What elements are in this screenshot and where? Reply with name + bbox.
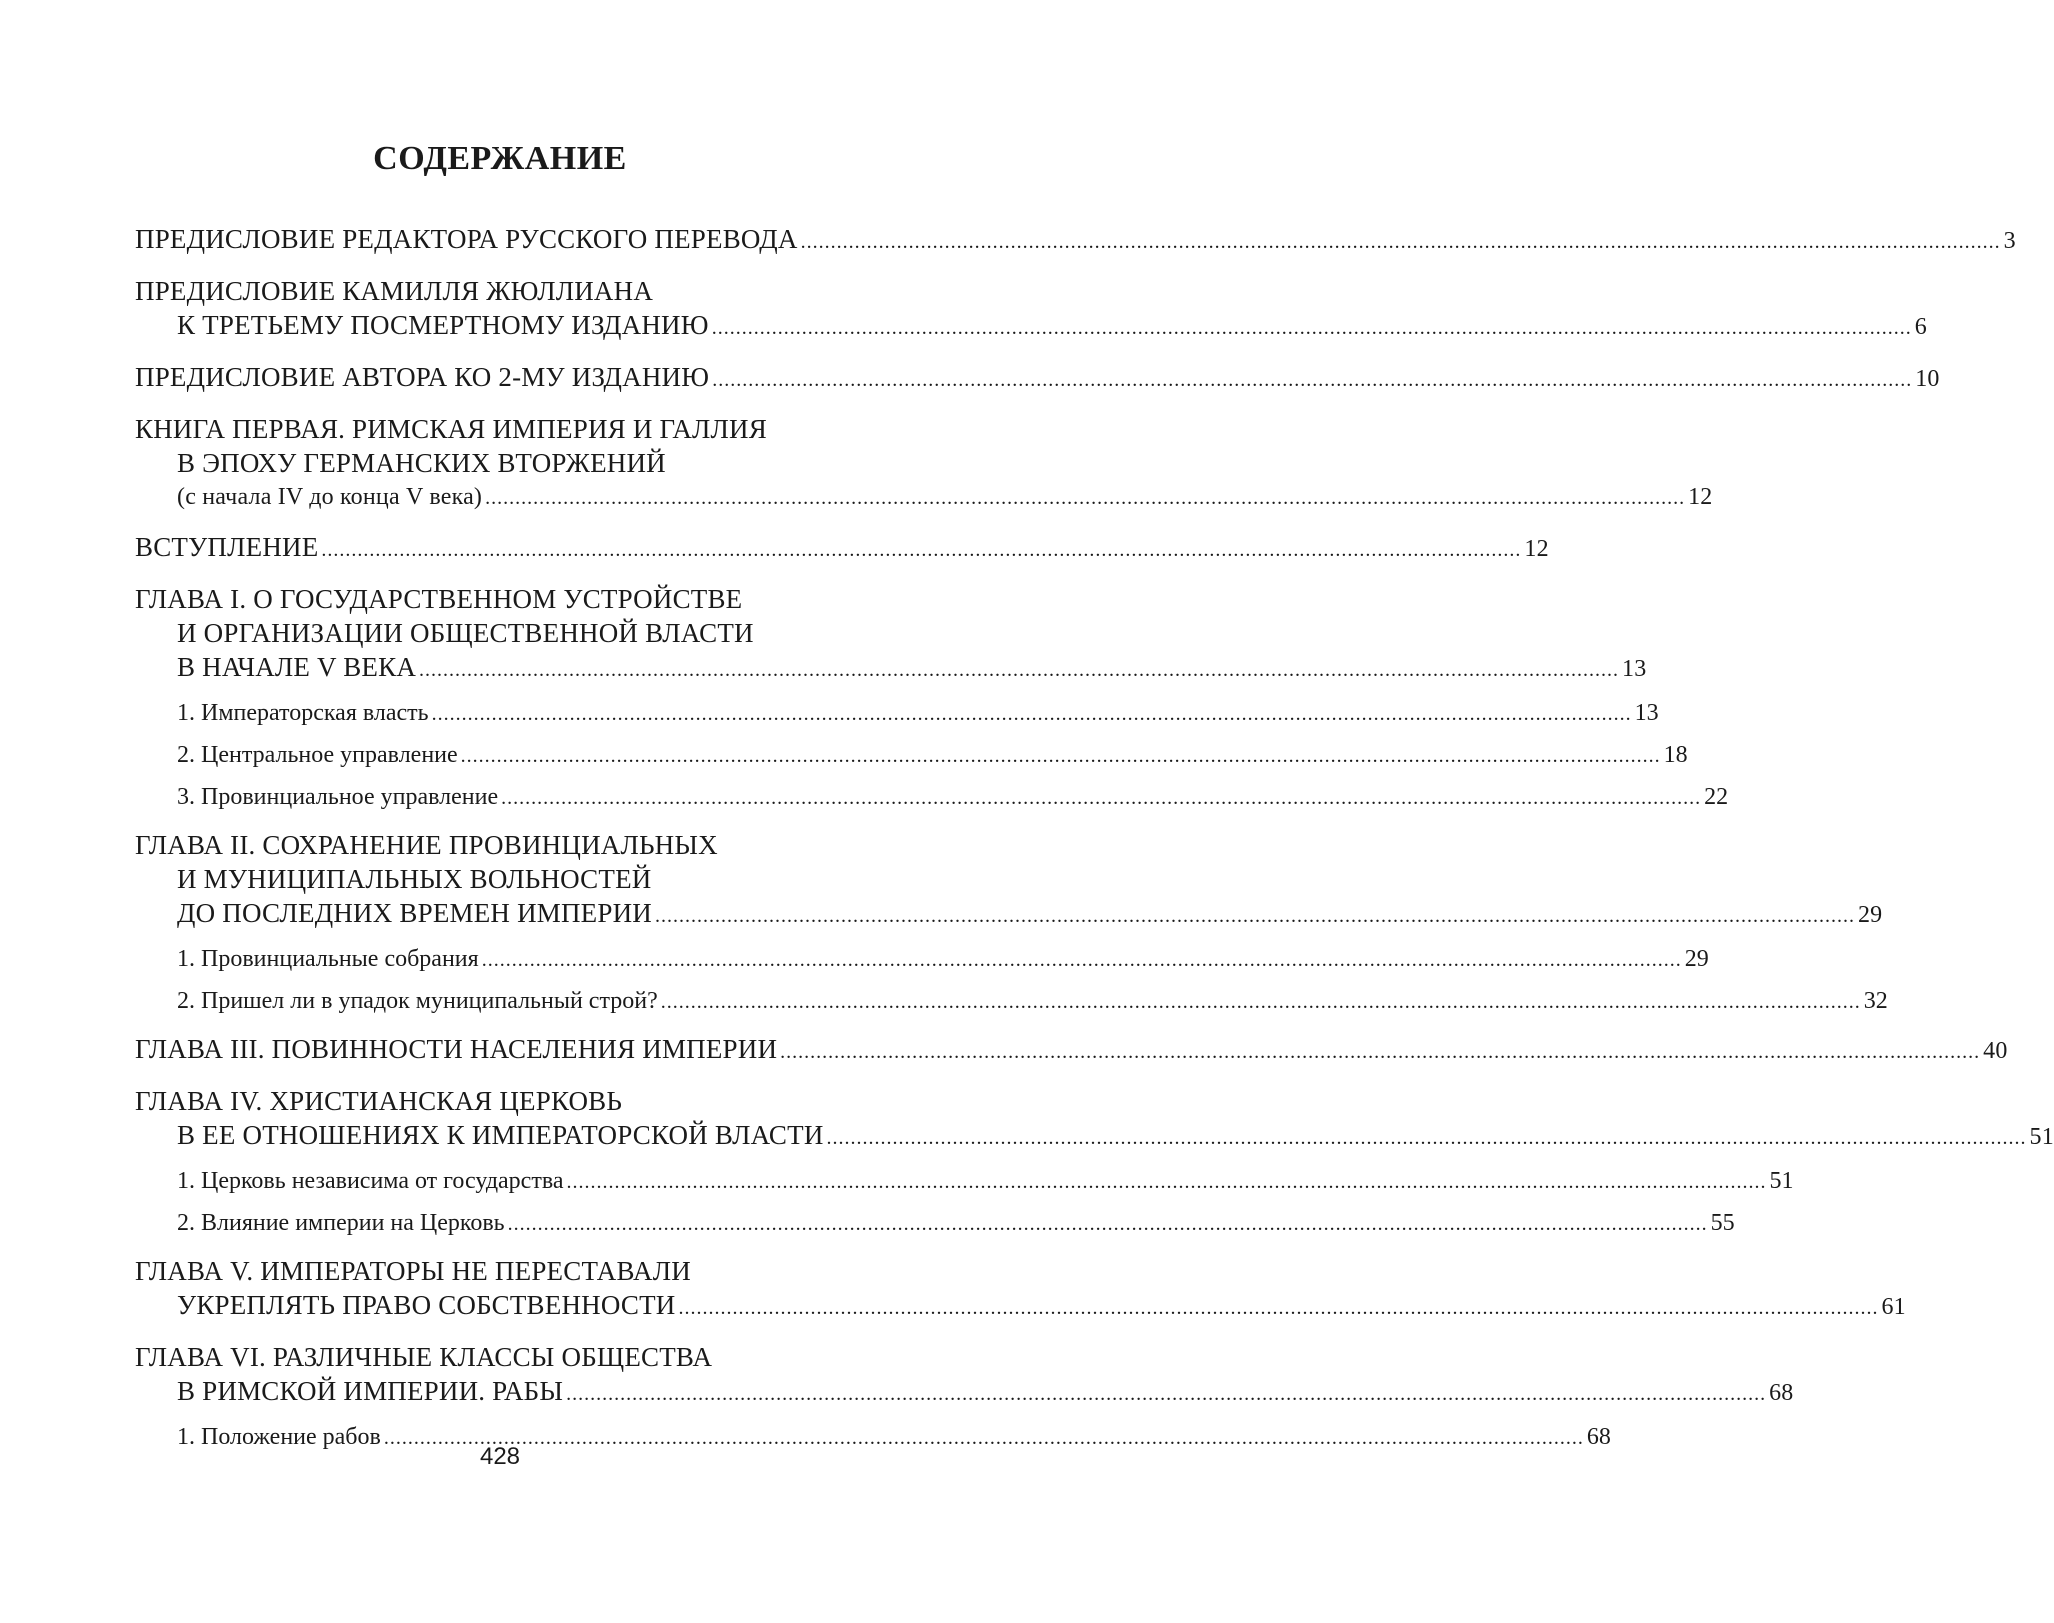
toc-section-title: 2. Пришел ли в упадок муниципальный строй? [177, 988, 658, 1014]
dot-leader [678, 1297, 1878, 1319]
toc-chapter-entry [135, 360, 1940, 397]
toc-chapter-title-line: ДО ПОСЛЕДНИХ ВРЕМЕН ИМПЕРИИ [177, 898, 652, 928]
toc-chapter-title-line: ГЛАВА II. СОХРАНЕНИЕ ПРОВИНЦИАЛЬНЫХ [135, 830, 718, 860]
dot-leader [566, 1167, 1766, 1197]
toc-chapter-entry [135, 582, 1647, 687]
toc-page-ref: 10 [1915, 366, 1940, 392]
dot-leader [482, 945, 1682, 975]
toc-leader-row [135, 222, 2016, 259]
toc-spacer [135, 771, 955, 782]
toc-spacer [135, 1197, 955, 1208]
toc-page-ref: 68 [1586, 1424, 1611, 1450]
toc-page-ref: 12 [1524, 536, 1549, 562]
toc-page-ref: 40 [1983, 1038, 2008, 1064]
toc-leader-row [177, 1208, 1735, 1239]
toc-chapter-title-line: И МУНИЦИПАЛЬНЫХ ВОЛЬНОСТЕЙ [177, 864, 652, 894]
toc-section-title: 1. Императорская власть [177, 700, 429, 726]
toc-leader-row [135, 896, 1883, 933]
toc-section-title: 2. Влияние империи на Церковь [177, 1210, 505, 1236]
toc-chapter-title-line: В РИМСКОЙ ИМПЕРИИ. РАБЫ [177, 1376, 564, 1406]
toc-chapter-entry [135, 1032, 2008, 1069]
toc-chapter-entry [135, 828, 1883, 933]
toc-spacer [135, 729, 955, 740]
toc-chapter-entry [135, 1084, 2054, 1155]
toc-page-ref: 18 [1663, 742, 1688, 768]
toc-page-ref: 51 [1769, 1168, 1794, 1194]
dot-leader [432, 699, 1632, 729]
toc-section-entry [135, 1208, 1735, 1239]
toc-leader-row [135, 530, 1549, 567]
toc-spacer [135, 345, 955, 360]
toc-leader-row [177, 944, 1709, 975]
toc-page-ref: 6 [1914, 314, 1927, 340]
toc-page-ref: 68 [1769, 1380, 1794, 1406]
toc-chapter-entry [135, 530, 1549, 567]
toc-page-ref: 12 [1688, 484, 1713, 510]
toc-chapter-title-line: ГЛАВА VI. РАЗЛИЧНЫЕ КЛАССЫ ОБЩЕСТВА [135, 1342, 713, 1372]
toc-leader-row [135, 1118, 2054, 1155]
toc-page-ref: 29 [1684, 946, 1709, 972]
toc-section-entry [135, 782, 1729, 813]
toc-chapter-title-line: ГЛАВА V. ИМПЕРАТОРЫ НЕ ПЕРЕСТАВАЛИ [135, 1256, 691, 1286]
toc-leader-row [135, 650, 1647, 687]
dot-leader [827, 1127, 2027, 1149]
toc-leader-row [177, 782, 1729, 813]
dot-leader [508, 1209, 1708, 1239]
toc-leader-row [177, 740, 1688, 771]
toc-section-title: 2. Центральное управление [177, 742, 458, 768]
toc-spacer [135, 1411, 955, 1422]
toc-chapter-entry [135, 412, 1713, 515]
toc-section-entry [135, 986, 1888, 1017]
toc-spacer [135, 687, 955, 698]
toc-spacer [135, 1069, 955, 1084]
toc-leader-row [177, 986, 1888, 1017]
toc-page-ref: 51 [2029, 1124, 2054, 1150]
toc-leader-row [135, 360, 1940, 397]
toc-page-ref: 55 [1710, 1210, 1735, 1236]
toc-leader-row [135, 1288, 1906, 1325]
toc-chapter-title-line: УКРЕПЛЯТЬ ПРАВО СОБСТВЕННОСТИ [177, 1290, 676, 1320]
dot-leader [501, 783, 1701, 813]
dot-leader [661, 987, 1861, 1017]
toc-leader-row [177, 1166, 1794, 1197]
toc-section-entry [135, 698, 1659, 729]
toc-page-ref: 13 [1634, 700, 1659, 726]
page-number: 428 [479, 1443, 521, 1470]
toc-page-ref: 22 [1704, 784, 1729, 810]
toc-chapter-entry [135, 1340, 1794, 1411]
toc-spacer [135, 515, 955, 530]
toc-chapter-title-line: К ТРЕТЬЕМУ ПОСМЕРТНОМУ ИЗДАНИЮ [177, 310, 709, 340]
toc-section-entry [135, 1166, 1794, 1197]
toc-spacer [135, 397, 955, 412]
dot-leader [321, 539, 1521, 561]
toc-spacer [135, 1155, 955, 1166]
toc-section-entry [135, 740, 1688, 771]
toc-chapter-title-line: КНИГА ПЕРВАЯ. РИМСКАЯ ИМПЕРИЯ И ГАЛЛИЯ [135, 414, 767, 444]
toc-chapter-title-line: В ЭПОХУ ГЕРМАНСКИХ ВТОРЖЕНИЙ [177, 448, 666, 478]
toc-page-ref: 29 [1857, 902, 1883, 928]
toc-section-entry [135, 944, 1709, 975]
toc-spacer [135, 1239, 955, 1254]
dot-leader [485, 487, 1685, 509]
dot-leader [801, 231, 2001, 253]
toc-chapter-title-line: ПРЕДИСЛОВИЕ АВТОРА КО 2-МУ ИЗДАНИЮ [135, 362, 710, 392]
toc-spacer [135, 567, 955, 582]
toc-section-title: 1. Провинциальные собрания [177, 946, 479, 972]
toc-chapter-title-line: ГЛАВА I. О ГОСУДАРСТВЕННОМ УСТРОЙСТВЕ [135, 584, 743, 614]
toc-leader-row [135, 480, 1713, 515]
toc-chapter-title-line: (с начала IV до конца V века) [177, 484, 483, 510]
toc-chapter-entry [135, 1254, 1906, 1325]
toc-leader-row [135, 308, 1927, 345]
toc-spacer [135, 813, 955, 828]
toc-chapter-title-line: ПРЕДИСЛОВИЕ РЕДАКТОРА РУССКОГО ПЕРЕВОДА [135, 224, 798, 254]
dot-leader [712, 369, 1912, 391]
toc-chapter-title-line: И ОРГАНИЗАЦИИ ОБЩЕСТВЕННОЙ ВЛАСТИ [177, 618, 754, 648]
toc-spacer [135, 1017, 955, 1032]
toc-spacer [135, 259, 955, 274]
dot-leader [461, 741, 1661, 771]
toc-page-ref: 61 [1881, 1294, 1906, 1320]
dot-leader [780, 1041, 1980, 1063]
toc-chapter-title-line: ПРЕДИСЛОВИЕ КАМИЛЛЯ ЖЮЛЛИАНА [135, 276, 654, 306]
toc-leader-row [135, 1374, 1794, 1411]
toc-chapter-title-line: В НАЧАЛЕ V ВЕКА [177, 652, 417, 682]
dot-leader [655, 905, 1855, 927]
toc-chapter-title-line: ГЛАВА IV. ХРИСТИАНСКАЯ ЦЕРКОВЬ [135, 1086, 623, 1116]
toc-chapter-title-line: ГЛАВА III. ПОВИННОСТИ НАСЕЛЕНИЯ ИМПЕРИИ [135, 1034, 778, 1064]
dot-leader [566, 1383, 1766, 1405]
toc-spacer [135, 1325, 955, 1340]
dot-leader [419, 659, 1619, 681]
toc-chapter-title-line: В ЕЕ ОТНОШЕНИЯХ К ИМПЕРАТОРСКОЙ ВЛАСТИ [177, 1120, 824, 1150]
toc-page-ref: 3 [2003, 228, 2016, 254]
toc-spacer [135, 975, 955, 986]
dot-leader [712, 317, 1912, 339]
toc-section-title: 1. Церковь независима от государства [177, 1168, 564, 1194]
toc-chapter-title-line: ВСТУПЛЕНИЕ [135, 532, 319, 562]
toc-leader-row [177, 698, 1659, 729]
toc-chapter-entry [135, 222, 2016, 259]
toc-section-title: 3. Провинциальное управление [177, 784, 499, 810]
toc-page-ref: 32 [1863, 988, 1888, 1014]
toc-page-ref: 13 [1622, 656, 1647, 682]
toc-chapter-entry [135, 274, 1927, 345]
page-title: СОДЕРЖАНИЕ [373, 140, 627, 177]
toc-leader-row [135, 1032, 2008, 1069]
toc-section-title: 1. Положение рабов [177, 1424, 381, 1450]
table-of-contents [135, 222, 2054, 1453]
toc-spacer [135, 933, 955, 944]
